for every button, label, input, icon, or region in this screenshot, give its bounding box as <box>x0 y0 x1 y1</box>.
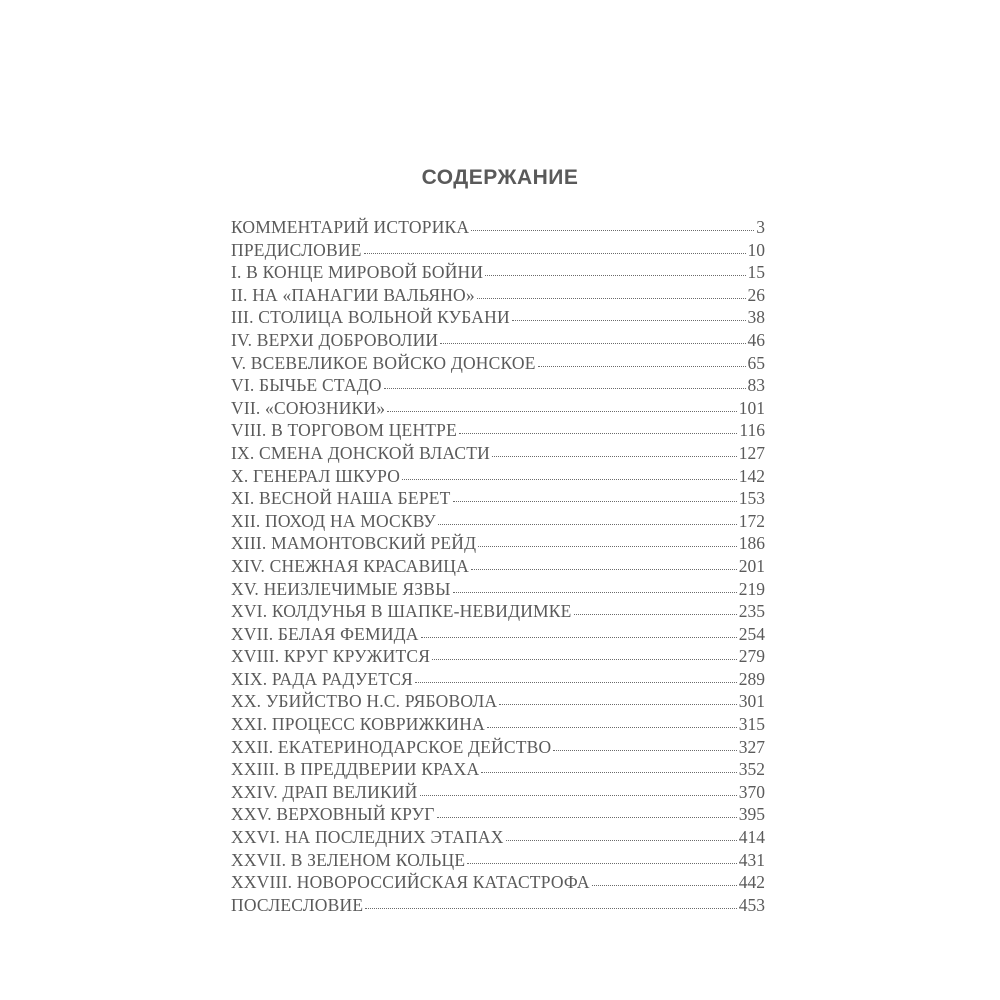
toc-entry-page-number: 395 <box>738 804 765 825</box>
toc-dot-leader <box>485 274 745 276</box>
toc-entry-title: VI. БЫЧЬЕ СТАДО <box>231 375 382 396</box>
toc-entry <box>231 261 765 284</box>
toc-entry-title: XXV. ВЕРХОВНЫЙ КРУГ <box>231 804 435 825</box>
table-of-contents <box>231 216 765 916</box>
toc-dot-leader <box>365 907 737 909</box>
toc-dot-leader <box>506 839 737 841</box>
toc-entry <box>231 374 765 397</box>
toc-entry-page-number: 46 <box>747 329 765 350</box>
toc-entry-page-number: 65 <box>747 352 765 373</box>
toc-entry-page-number: 219 <box>738 578 765 599</box>
toc-entry <box>231 216 765 239</box>
toc-entry-title: X. ГЕНЕРАЛ ШКУРО <box>231 465 401 486</box>
toc-dot-leader <box>538 365 746 367</box>
toc-entry-title: XV. НЕИЗЛЕЧИМЫЕ ЯЗВЫ <box>231 578 451 599</box>
toc-entry <box>231 239 765 262</box>
toc-entry-title: XX. УБИЙСТВО Н.С. РЯБОВОЛА <box>231 691 498 712</box>
toc-entry-page-number: 327 <box>738 736 765 757</box>
toc-entry-page-number: 142 <box>738 465 765 486</box>
toc-dot-leader <box>440 342 745 344</box>
toc-entry-title: XXIII. В ПРЕДДВЕРИИ КРАХА <box>231 759 480 780</box>
toc-entry-title: XIV. СНЕЖНАЯ КРАСАВИЦА <box>231 555 469 576</box>
toc-dot-leader <box>421 636 737 638</box>
toc-entry-page-number: 83 <box>747 375 765 396</box>
toc-entry <box>231 894 765 917</box>
toc-entry-page-number: 101 <box>738 397 765 418</box>
toc-dot-leader <box>471 229 754 231</box>
toc-entry-title: XXVIII. НОВОРОССИЙСКАЯ КАТАСТРОФА <box>231 872 590 893</box>
toc-entry <box>231 510 765 533</box>
toc-entry-page-number: 414 <box>738 827 765 848</box>
toc-entry-page-number: 186 <box>738 533 765 554</box>
toc-dot-leader <box>574 613 737 615</box>
toc-dot-leader <box>420 794 737 796</box>
toc-entry-title: VII. «СОЮЗНИКИ» <box>231 397 386 418</box>
toc-entry <box>231 465 765 488</box>
toc-entry-title: II. НА «ПАНАГИИ ВАЛЬЯНО» <box>231 284 475 305</box>
toc-dot-leader <box>553 749 736 751</box>
toc-dot-leader <box>438 523 737 525</box>
toc-dot-leader <box>364 252 746 254</box>
toc-entry <box>231 826 765 849</box>
toc-entry-title: XIII. МАМОНТОВСКИЙ РЕЙД <box>231 533 477 554</box>
toc-dot-leader <box>384 387 746 389</box>
toc-entry-page-number: 38 <box>747 307 765 328</box>
toc-entry-page-number: 235 <box>738 601 765 622</box>
toc-entry <box>231 849 765 872</box>
toc-dot-leader <box>478 545 736 547</box>
toc-entry-title: IX. СМЕНА ДОНСКОЙ ВЛАСТИ <box>231 442 491 463</box>
toc-entry-page-number: 254 <box>738 623 765 644</box>
toc-dot-leader <box>592 884 737 886</box>
toc-entry <box>231 397 765 420</box>
toc-entry-title: XXII. ЕКАТЕРИНОДАРСКОЕ ДЕЙСТВО <box>231 736 552 757</box>
toc-entry <box>231 600 765 623</box>
toc-dot-leader <box>512 319 746 321</box>
toc-entry <box>231 487 765 510</box>
toc-entry <box>231 623 765 646</box>
toc-entry-title: XVI. КОЛДУНЬЯ В ШАПКЕ-НЕВИДИМКЕ <box>231 601 572 622</box>
toc-dot-leader <box>387 410 737 412</box>
toc-entry <box>231 532 765 555</box>
toc-entry-page-number: 301 <box>738 691 765 712</box>
toc-entry-page-number: 352 <box>738 759 765 780</box>
toc-dot-leader <box>471 568 737 570</box>
toc-entry <box>231 690 765 713</box>
toc-entry <box>231 803 765 826</box>
toc-entry <box>231 419 765 442</box>
toc-dot-leader <box>467 862 737 864</box>
toc-entry-title: XI. ВЕСНОЙ НАША БЕРЕТ <box>231 488 451 509</box>
toc-entry-page-number: 3 <box>756 217 765 237</box>
toc-dot-leader <box>453 500 737 502</box>
toc-entry-title: XXIV. ДРАП ВЕЛИКИЙ <box>231 781 418 802</box>
toc-entry-page-number: 26 <box>747 284 765 305</box>
toc-entry <box>231 645 765 668</box>
toc-entry-title: IV. ВЕРХИ ДОБРОВОЛИИ <box>231 329 439 350</box>
toc-entry-title: ПРЕДИСЛОВИЕ <box>231 239 362 260</box>
toc-entry-page-number: 279 <box>738 646 765 667</box>
toc-entry-page-number: 442 <box>738 872 765 893</box>
toc-dot-leader <box>459 432 737 434</box>
toc-entry <box>231 555 765 578</box>
toc-dot-leader <box>481 771 736 773</box>
toc-entry-title: XII. ПОХОД НА МОСКВУ <box>231 510 436 531</box>
toc-entry-title: КОММЕНТАРИЙ ИСТОРИКА <box>231 217 470 237</box>
toc-dot-leader <box>432 658 737 660</box>
toc-entry-title: III. СТОЛИЦА ВОЛЬНОЙ КУБАНИ <box>231 307 510 328</box>
toc-entry <box>231 781 765 804</box>
toc-entry-page-number: 172 <box>738 510 765 531</box>
toc-entry-page-number: 289 <box>738 668 765 689</box>
toc-dot-leader <box>453 591 737 593</box>
toc-entry <box>231 736 765 759</box>
toc-entry-title: XXVI. НА ПОСЛЕДНИХ ЭТАПАХ <box>231 827 504 848</box>
toc-entry <box>231 871 765 894</box>
toc-entry <box>231 284 765 307</box>
toc-dot-leader <box>402 478 737 480</box>
toc-entry-page-number: 453 <box>738 894 765 915</box>
toc-entry-title: XIX. РАДА РАДУЕТСЯ <box>231 668 413 689</box>
toc-entry <box>231 668 765 691</box>
toc-dot-leader <box>415 681 737 683</box>
toc-entry <box>231 578 765 601</box>
toc-entry-title: ПОСЛЕСЛОВИЕ <box>231 894 364 915</box>
toc-entry-title: XXVII. В ЗЕЛЕНОМ КОЛЬЦЕ <box>231 849 466 870</box>
toc-entry <box>231 306 765 329</box>
toc-entry <box>231 758 765 781</box>
toc-dot-leader <box>492 455 737 457</box>
toc-dot-leader <box>487 726 737 728</box>
toc-entry <box>231 352 765 375</box>
toc-entry-page-number: 10 <box>747 239 765 260</box>
toc-entry <box>231 713 765 736</box>
toc-entry-page-number: 315 <box>738 714 765 735</box>
toc-entry-title: I. В КОНЦЕ МИРОВОЙ БОЙНИ <box>231 262 484 283</box>
toc-entry-page-number: 431 <box>738 849 765 870</box>
toc-entry-title: XXI. ПРОЦЕСС КОВРИЖКИНА <box>231 714 485 735</box>
toc-entry-page-number: 15 <box>747 262 765 283</box>
toc-entry-title: XVII. БЕЛАЯ ФЕМИДА <box>231 623 419 644</box>
toc-entry-title: XVIII. КРУГ КРУЖИТСЯ <box>231 646 431 667</box>
toc-entry-page-number: 370 <box>738 781 765 802</box>
toc-entry-page-number: 153 <box>738 488 765 509</box>
page-title: СОДЕРЖАНИЕ <box>421 166 579 190</box>
toc-entry-page-number: 116 <box>739 420 765 441</box>
toc-entry-page-number: 127 <box>738 442 765 463</box>
toc-entry <box>231 329 765 352</box>
toc-entry <box>231 442 765 465</box>
toc-entry-page-number: 201 <box>738 555 765 576</box>
toc-dot-leader <box>499 703 737 705</box>
toc-entry-title: V. ВСЕВЕЛИКОЕ ВОЙСКО ДОНСКОЕ <box>231 352 536 373</box>
toc-dot-leader <box>477 297 746 299</box>
toc-entry-title: VIII. В ТОРГОВОМ ЦЕНТРЕ <box>231 420 457 441</box>
toc-dot-leader <box>437 816 737 818</box>
